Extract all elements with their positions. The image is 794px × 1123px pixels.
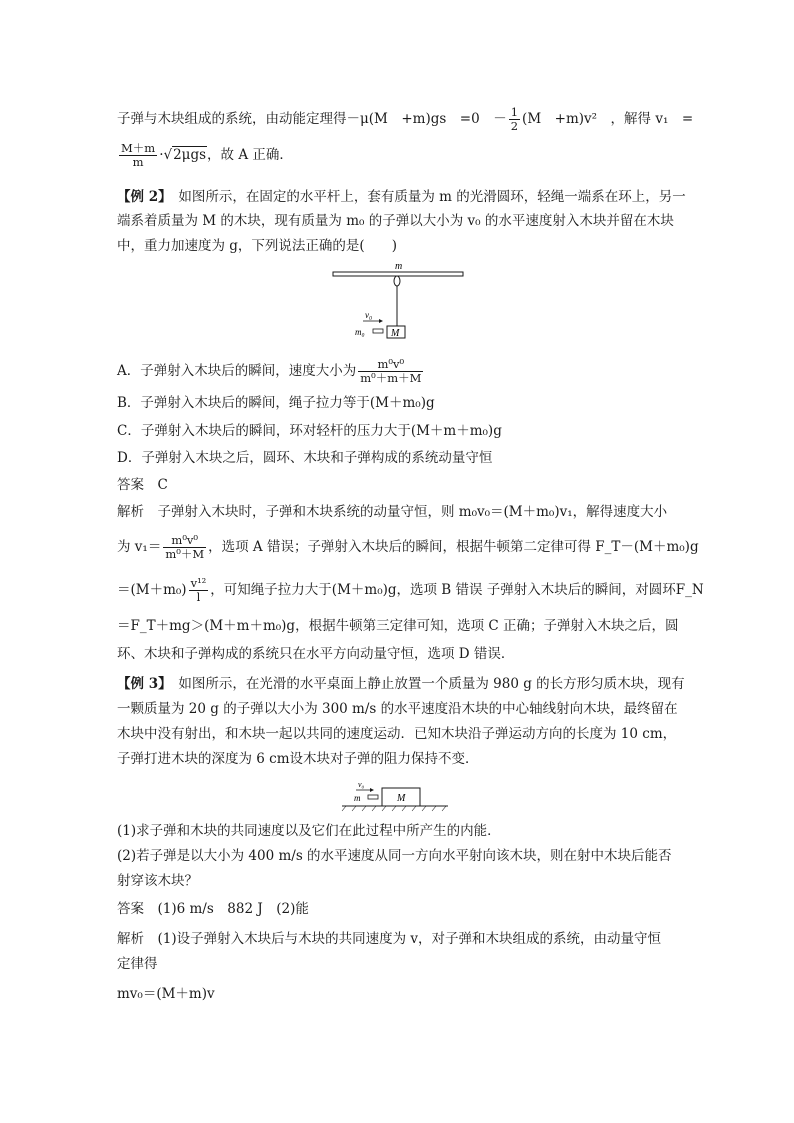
pendulum-figure — [325, 258, 470, 344]
text-line: 子弹打进木块的深度为 6 cm设木块对子弹的阻力保持不变． — [117, 751, 479, 767]
solution-line: ＝F_T＋mg＞(M＋m＋m₀)g，根据牛顿第三定律可知，选项 C 正确；子弹射入木块之后，圆 — [117, 618, 679, 634]
arrow-head — [370, 788, 374, 792]
velocity-label: v₀ — [365, 310, 373, 320]
text-line: 木块中没有射出，和木块一起以共同的速度运动．已知木块沿子弹运动方向的长度为 10 cm， — [117, 726, 677, 742]
text-line: 端系着质量为 M 的木块，现有质量为 m₀ 的子弹以大小为 v₀ 的水平速度射入木块并留在木块 — [117, 213, 674, 229]
example-heading: 【例 3】 如图所示，在光滑的水平桌面上静止放置一个质量为 980 g 的长方形匀质木块，现有 — [117, 676, 685, 692]
option-b: B．子弹射入木块后的瞬间，绳子拉力等于(M＋m₀)g — [117, 395, 435, 411]
sqrt-expression: 2μgs — [173, 147, 207, 163]
text-line: 中，重力加速度为 g，下列说法正确的是( ) — [117, 238, 397, 254]
ring — [394, 276, 400, 286]
solution-line: 解析 子弹射入木块时，子弹和木块系统的动量守恒，则 m₀v₀＝(M＋m₀)v₁，解得速度大小 — [117, 504, 668, 520]
example-tag: 【例 2】 — [117, 189, 165, 205]
question-2: (2)若子弹是以大小为 400 m/s 的水平速度从同一方向水平射向该木块，则在射中木块后能否 — [117, 848, 672, 864]
option-c: C．子弹射入木块后的瞬间，环对轻杆的压力大于(M＋m＋m₀)g — [117, 423, 502, 439]
example-heading: 【例 2】 如图所示，在固定的水平杆上，套有质量为 m 的光滑圆环，轻绳一端系在环上，另一 — [117, 189, 686, 205]
solution-line: ＝(M＋m₀) $\frac{\text{v¹²}}{l}$ ，可知绳子拉力大于(M＋m₀)g，选项 B 错误 子弹射入木块后的瞬间，对圆环F_N — [117, 576, 704, 604]
fraction: $\frac{\text{m⁰v⁰}}{\text{m⁰＋m＋M}}$ — [360, 357, 422, 385]
text-segment: ，故 A 正确． — [207, 147, 293, 163]
block-label: M — [397, 793, 406, 804]
question-2-cont: 射穿该木块？ — [117, 873, 198, 889]
rod-label: m — [395, 261, 403, 272]
arrow-head — [379, 319, 383, 323]
block-label: M — [391, 328, 400, 339]
fraction: $\frac{\text{m⁰v⁰}}{\text{m⁰＋M}}$ — [165, 533, 205, 561]
fraction: $\frac{M+m}{m}$ — [121, 141, 156, 169]
option-d: D．子弹射入木块之后，圆环、木块和子弹构成的系统动量守恒 — [117, 450, 493, 466]
question-1: (1)求子弹和木块的共同速度以及它们在此过程中所产生的内能． — [117, 823, 501, 839]
velocity-label: v₀ — [358, 780, 365, 789]
bullet-label: m₀ — [355, 327, 365, 337]
rod — [333, 272, 463, 276]
fraction: $\frac{\text{v¹²}}{l}$ — [190, 576, 207, 604]
text-line: 一颗质量为 20 g 的子弹以大小为 300 m/s 的水平速度沿木块的中心轴线射向木块，最终留在 — [117, 701, 678, 717]
solution-line: 环、木块和子弹构成的系统只在水平方向动量守恒，选项 D 错误． — [117, 646, 515, 662]
fraction: $\frac{1}{2}$ — [510, 105, 519, 133]
hatching — [342, 806, 446, 811]
block-figure — [340, 776, 450, 812]
solution-line: 定律得 — [117, 956, 158, 972]
text-segment: (M +m)v² ，解得 v₁ = — [522, 111, 694, 127]
bullet — [373, 329, 383, 333]
text-line: $\frac{M+m}{m}$ ·√2μgs，故 A 正确． — [121, 141, 293, 169]
bullet — [368, 795, 378, 799]
bullet-label: m — [354, 793, 361, 803]
solution-line: 解析 (1)设子弹射入木块后与木块的共同速度为 v，对子弹和木块组成的系统，由动量守恒 — [117, 931, 662, 947]
answer: 答案 C — [117, 477, 168, 493]
solution-line: 为 v₁＝ $\frac{\text{m⁰v⁰}}{\text{m⁰＋M}}$ ，选项 A 错误；子弹射入木块后的瞬间，根据牛顿第二定律可得 F_T－(M＋m₀)g — [117, 533, 699, 561]
text-segment: 子弹与木块组成的系统，由动能定理得－μ(M +m)gs =0 － — [117, 111, 507, 127]
option-a: A．子弹射入木块后的瞬间，速度大小为 $\frac{\text{m⁰v⁰}}{\text{m⁰＋m＋M}}$ — [117, 357, 422, 385]
equation: mv₀＝(M＋m)v — [117, 986, 215, 1002]
example-tag: 【例 3】 — [117, 676, 165, 692]
text-line — [117, 105, 694, 133]
answer: 答案 (1)6 m/s 882 J (2)能 — [117, 901, 309, 917]
